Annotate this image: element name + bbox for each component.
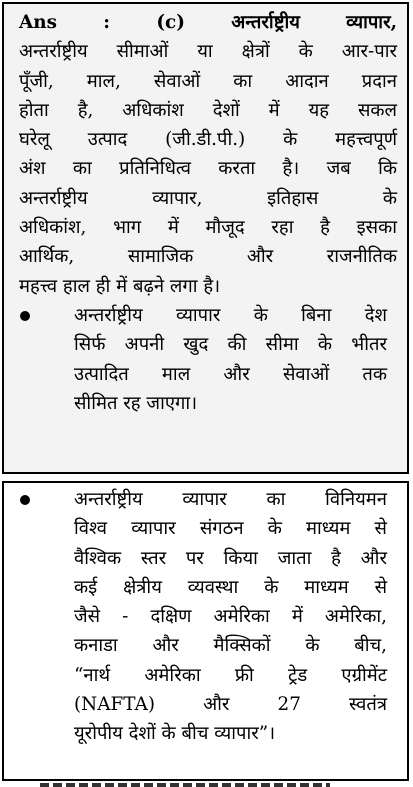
answer-line: पूँजी, माल, सेवाओं का आदान प्रदान bbox=[19, 70, 397, 92]
bullet-line: “नार्थ अमेरिका फ्री ट्रेड एग्रीमेंट bbox=[74, 664, 387, 686]
continuation-box bbox=[2, 481, 409, 781]
answer-heading-line: Ans : (c) अन्तर्राष्ट्रीय व्यापार, bbox=[19, 12, 397, 33]
bullet-line: अन्तर्राष्ट्रीय व्यापार के बिना देश bbox=[74, 304, 387, 326]
answer-box bbox=[2, 2, 409, 474]
answer-line: घरेलू उत्पाद (जी.डी.पी.) के महत्त्वपूर्ण bbox=[19, 129, 397, 151]
bullet-line: कई क्षेत्रीय व्यवस्था के माध्यम से bbox=[74, 576, 387, 598]
bullet-line: सिर्फ अपनी खुद की सीमा के भीतर bbox=[74, 334, 387, 356]
bullet-line: उत्पादित माल और सेवाओं तक bbox=[74, 363, 387, 385]
answer-line: महत्त्व हाल ही में बढ़ने लगा है। bbox=[19, 275, 221, 297]
bullet-dot-icon bbox=[20, 311, 30, 321]
bullet-2-text bbox=[4, 485, 407, 749]
answer-line: अधिकांश, भाग में मौजूद रहा है इसका bbox=[19, 217, 397, 239]
bullet-line: (NAFTA) और 27 स्वतंत्र bbox=[74, 694, 387, 716]
bullet-point-2 bbox=[4, 483, 407, 749]
answer-line: होता है, अधिकांश देशों में यह सकल bbox=[19, 99, 397, 121]
answer-line: अन्तर्राष्ट्रीय व्यापार, इतिहास के bbox=[19, 187, 397, 209]
bullet-line: यूरोपीय देशों के बीच व्यापार”। bbox=[74, 723, 276, 745]
bullet-line: अन्तर्राष्ट्रीय व्यापार का विनियमन bbox=[74, 489, 387, 510]
bullet-line: सीमित रह जाएगा। bbox=[74, 392, 198, 414]
bullet-line: जैसे - दक्षिण अमेरिका में अमेरिका, bbox=[74, 606, 387, 628]
bullet-dot-icon bbox=[20, 495, 30, 505]
answer-line: अन्तर्राष्ट्रीय सीमाओं या क्षेत्रों के आर-पार bbox=[19, 41, 397, 63]
bullet-line: वैश्विक स्तर पर किया जाता है और bbox=[74, 547, 387, 569]
bullet-1-text bbox=[4, 301, 407, 418]
cropped-next-line-fragment bbox=[40, 783, 330, 787]
answer-line: अंश का प्रतिनिधित्व करता है। जब कि bbox=[19, 158, 397, 180]
bullet-line: विश्व व्यापार संगठन के माध्यम से bbox=[74, 518, 387, 540]
bullet-point-1 bbox=[4, 301, 407, 418]
answer-line: आर्थिक, सामाजिक और राजनीतिक bbox=[19, 246, 397, 268]
answer-paragraph bbox=[4, 4, 407, 301]
bullet-line: कनाडा और मैक्सिकों के बीच, bbox=[74, 635, 387, 657]
